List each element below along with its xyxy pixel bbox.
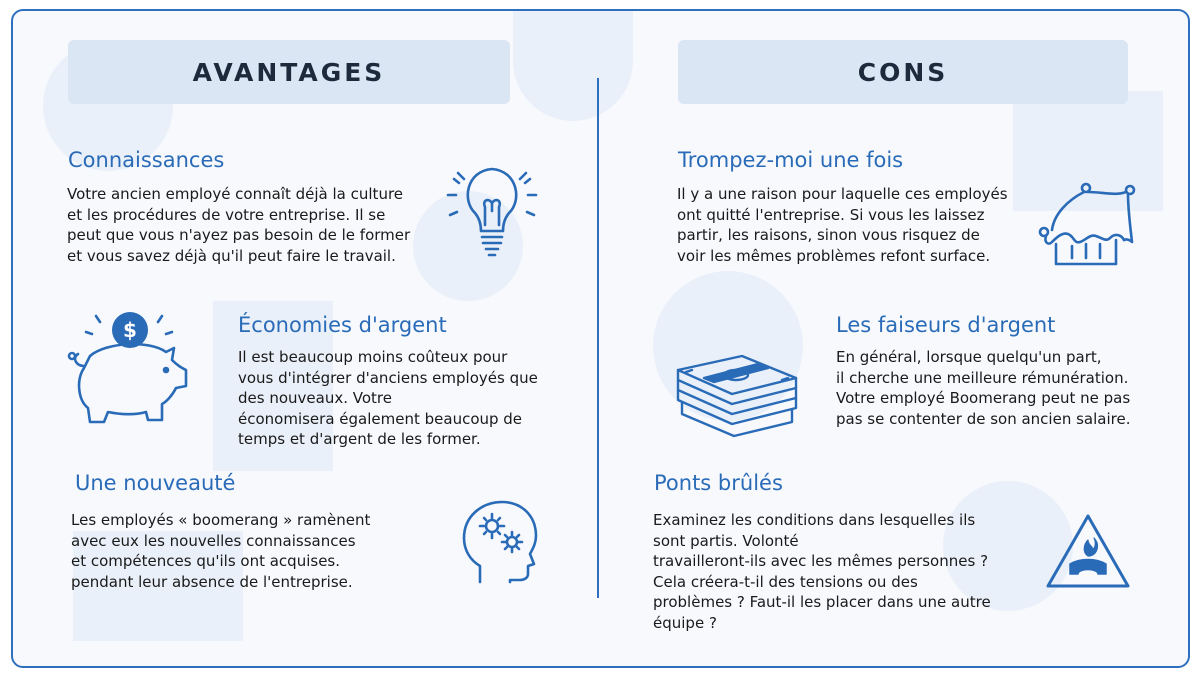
head-gears-icon bbox=[452, 496, 542, 586]
burning-bridge-warning-icon bbox=[1044, 512, 1132, 590]
body-line: Examinez les conditions dans lesquelles ils bbox=[653, 511, 976, 529]
cons-item-body bbox=[653, 510, 991, 633]
body-line: voir les mêmes problèmes refont surface. bbox=[677, 246, 991, 265]
pros-item-title: Une nouveauté bbox=[75, 471, 236, 495]
body-line: avec eux les nouvelles connaissances bbox=[71, 531, 356, 550]
pros-item-body bbox=[67, 184, 410, 266]
piggy-bank-icon bbox=[66, 308, 194, 428]
body-line: Il est beaucoup moins coûteux pour bbox=[238, 348, 508, 366]
cons-heading: CONS bbox=[857, 57, 949, 87]
cons-item-body bbox=[836, 347, 1130, 429]
body-line: vous d'intégrer d'anciens employés que bbox=[238, 368, 538, 387]
pros-item-title: Connaissances bbox=[68, 148, 225, 172]
cons-item-title: Trompez-moi une fois bbox=[678, 148, 904, 172]
body-line: travailleront-ils avec les mêmes personnes ? bbox=[653, 552, 989, 570]
body-line: des nouveaux. Votre bbox=[238, 389, 392, 407]
cons-item-title: Ponts brûlés bbox=[654, 471, 783, 495]
body-line: Les employés « boomerang » ramènent bbox=[71, 511, 371, 529]
body-line: En général, lorsque quelqu'un part, bbox=[836, 348, 1102, 366]
cons-item-body bbox=[677, 184, 1008, 266]
body-line: et vous savez déjà qu'il peut faire le travail. bbox=[67, 246, 396, 265]
body-line: Votre ancien employé connaît déjà la culture bbox=[67, 185, 404, 203]
body-line: pendant leur absence de l'entreprise. bbox=[71, 572, 353, 591]
coin-icon bbox=[112, 312, 148, 348]
pros-item-body bbox=[238, 347, 538, 450]
body-line: et les procédures de votre entreprise. Il se bbox=[67, 205, 386, 224]
body-line: temps et d'argent de les former. bbox=[238, 430, 481, 448]
jester-hat-icon bbox=[1032, 180, 1142, 272]
cons-item-title: Les faiseurs d'argent bbox=[836, 313, 1056, 337]
body-line: peut que vous n'ayez pas besoin de le former bbox=[67, 226, 411, 244]
body-line: ont quitté l'entreprise. Si vous les laissez bbox=[677, 205, 985, 224]
body-line: Votre employé Boomerang peut ne pas bbox=[836, 389, 1131, 407]
body-line: problèmes ? Faut-il les placer dans une autre bbox=[653, 593, 991, 611]
body-line: économisera également beaucoup de bbox=[238, 409, 523, 428]
pros-item-body bbox=[71, 510, 370, 592]
body-line: il cherche une meilleure rémunération. bbox=[836, 368, 1129, 387]
body-line: équipe ? bbox=[653, 613, 717, 632]
pros-header bbox=[68, 40, 510, 104]
pros-item-title: Économies d'argent bbox=[238, 313, 447, 337]
pros-heading: AVANTAGES bbox=[192, 57, 386, 87]
cons-header bbox=[678, 40, 1128, 104]
body-line: sont partis. Volonté bbox=[653, 531, 799, 550]
money-stack-icon bbox=[672, 352, 802, 442]
body-line: pas se contenter de son ancien salaire. bbox=[836, 409, 1131, 428]
body-line: Cela créera-t-il des tensions ou des bbox=[653, 572, 918, 591]
body-line: partir, les raisons, sinon vous risquez de bbox=[677, 226, 980, 244]
body-line: et compétences qu'ils ont acquises. bbox=[71, 552, 341, 570]
body-line: Il y a une raison pour laquelle ces employés bbox=[677, 185, 1008, 203]
column-divider bbox=[597, 78, 599, 598]
coin-symbol: $ bbox=[123, 318, 137, 342]
lightbulb-icon bbox=[440, 155, 550, 265]
